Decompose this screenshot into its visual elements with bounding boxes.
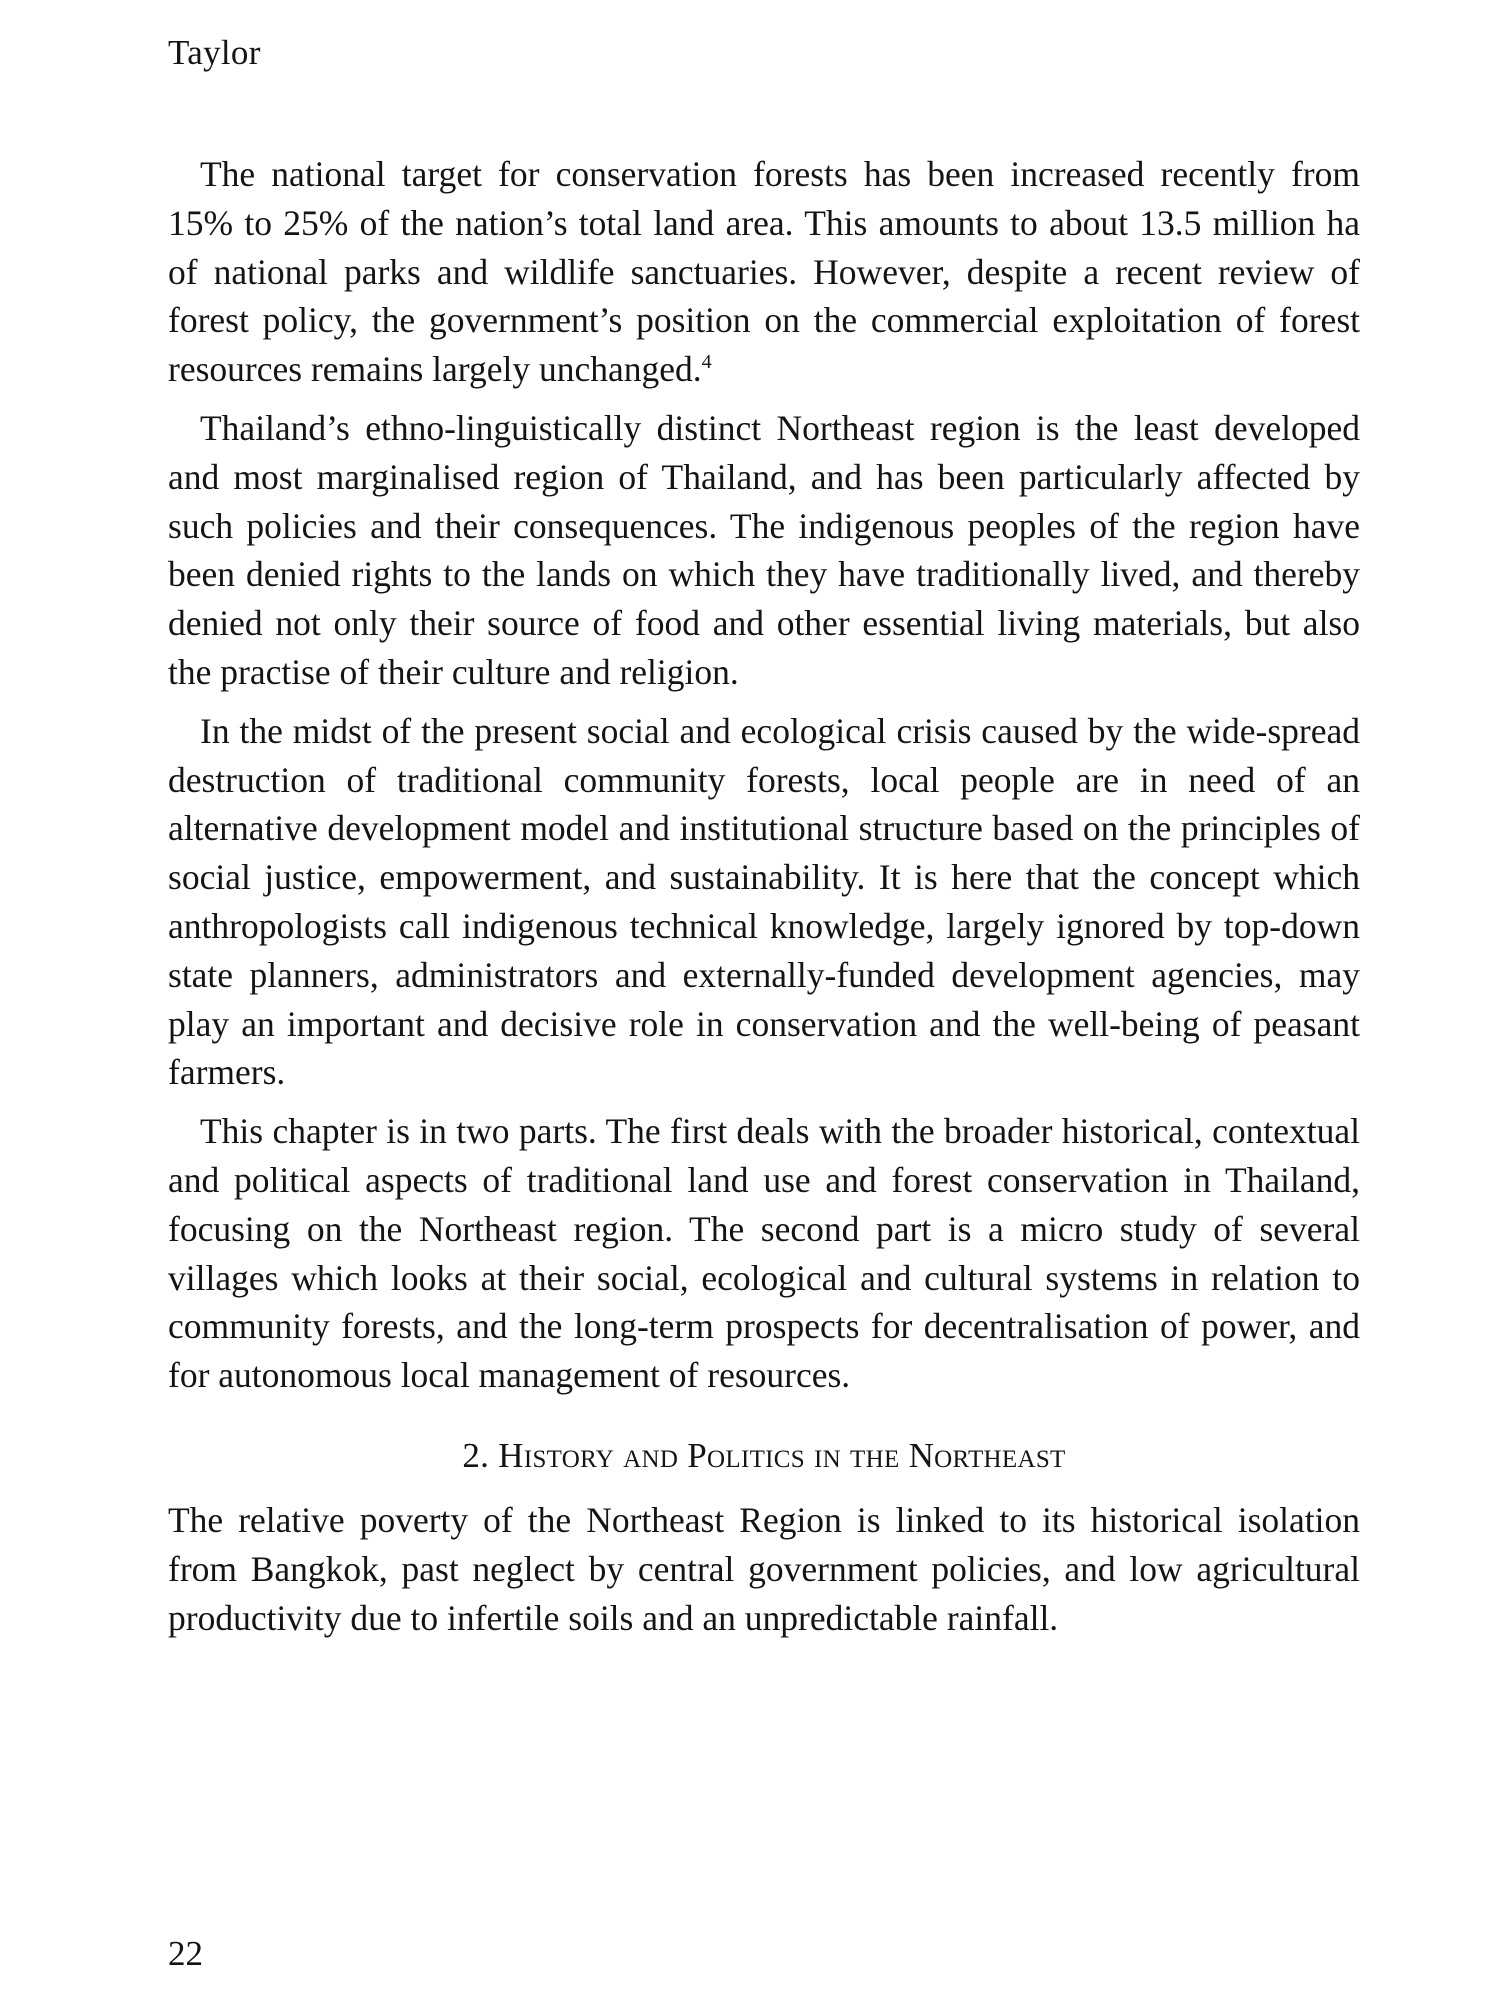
paragraph-4: This chapter is in two parts. The first deals with the broader historical, contextual and political aspects of traditional land use and forest conservation in Thailand, focusing on the Northeast region. The second part is a micro study of several villages which looks at their social, ecological and cultural systems in relation to community forests, and the long-term prospects for decentralisation of power, and for autonomous local management of resources. xyxy=(168,1111,1360,1396)
paragraph-1 xyxy=(168,150,1360,394)
section-paragraph: The relative poverty of the Northeast Region is linked to its historical isolation from Bangkok, past neglect by central government policies, and low agricultural productivity due to infertile soils and an unpredictable rainfall. xyxy=(168,1499,1360,1638)
paragraph-2: Thailand’s ethno-linguistically distinct Northeast region is the least developed and most marginalised region of Thailand, and has been particularly affected by such policies and their consequences. The indigenous peoples of the region have been denied rights to the lands on which they have traditionally lived, and thereby denied not only their source of food and other essential living materials, but also the practise of their culture and religion. xyxy=(168,407,1360,692)
running-head: Taylor xyxy=(168,33,261,72)
body-text xyxy=(168,150,1360,1652)
footnote-reference: 4 xyxy=(701,351,712,374)
page-number: 22 xyxy=(168,1934,203,1973)
section-heading: 2. History and Politics in the Northeast xyxy=(462,1435,1066,1475)
paragraph-3: In the midst of the present social and ecological crisis caused by the wide-spread destruction of traditional community forests, local people are in need of an alternative development model and institutional structure based on the principles of social justice, empowerment, and sustainability. It is here that the concept which anthropologists call indigenous technical knowledge, largely ignored by top-down state planners, administrators and externally-funded development agencies, may play an important and decisive role in conservation and the well-being of peasant farmers. xyxy=(168,710,1360,1093)
paragraph-1-text: The national target for conservation forests has been increased recently from 15% to 25% of the nation’s total land area. This amounts to about 13.5 million ha of national parks and wildlife sanctuaries. However, despite a recent review of forest policy, the government’s position on the commercial exploitation of forest resources remains largely unchanged. xyxy=(168,154,1360,390)
